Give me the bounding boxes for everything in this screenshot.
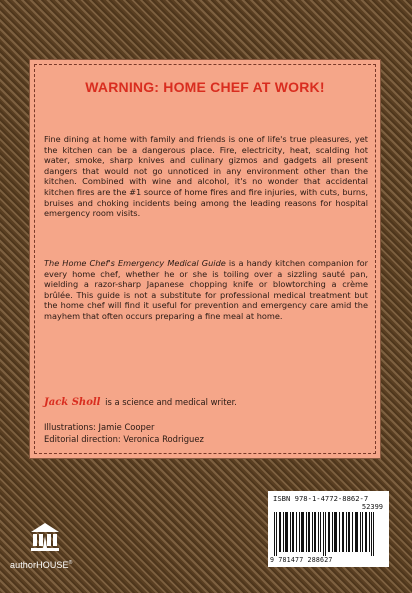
barcode-digits: 9 781477 288627 xyxy=(270,556,333,564)
registered-mark: ® xyxy=(68,560,73,566)
authorhouse-logo-icon xyxy=(30,522,60,552)
barcode-bars xyxy=(272,504,385,556)
publisher-wordmark: authorHOUSE xyxy=(10,560,69,570)
description-paragraph-1: Fine dining at home with family and friends is one of life's true pleasures, yet the kitchen can be a dangerous place. Fire, electricity, heat, scalding hot water, smoke, sharp knives and culinary gizmos and gadgets all present dangers that would not go unnoticed in any environment other than the kitchen. Combined with wine and alcohol, it's no wonder that accidental kitchen fires are the #1 source of home fires and fire injuries, with cuts, burns, bruises and choking incidents being among the leading reasons for hospital emergency room visits. xyxy=(44,134,368,219)
warning-title: WARNING: HOME CHEF AT WORK! xyxy=(85,79,325,95)
description-paragraph-2 xyxy=(44,258,368,322)
publisher-name xyxy=(10,560,72,570)
isbn-number: ISBN 978-1-4772-8862-7 xyxy=(273,494,369,503)
author-bio: is a science and medical writer. xyxy=(105,397,237,407)
author-line xyxy=(44,397,237,408)
editorial-credit: Editorial direction: Veronica Rodriguez xyxy=(44,434,204,444)
author-name: Jack Sholl xyxy=(44,397,101,408)
back-cover-panel xyxy=(30,60,380,458)
paragraph-2-text: is a handy kitchen companion for every home chef, whether he or she is toiling over a sizzling sauté pan, wielding a razor-sharp Japanese chopping knife or blowtorching a crème brûlée. This guide is not a substitute for professional medical treatment but the home chef will find it useful for prevention and emergency care amid the mayhem that often occurs preparing a fine meal at home. xyxy=(44,258,368,321)
price-code: 52399 xyxy=(361,503,383,511)
illustrations-credit: Illustrations: Jamie Cooper xyxy=(44,422,155,432)
book-title-italic: The Home Chef's Emergency Medical Guide xyxy=(44,258,226,268)
isbn-barcode xyxy=(268,491,389,567)
